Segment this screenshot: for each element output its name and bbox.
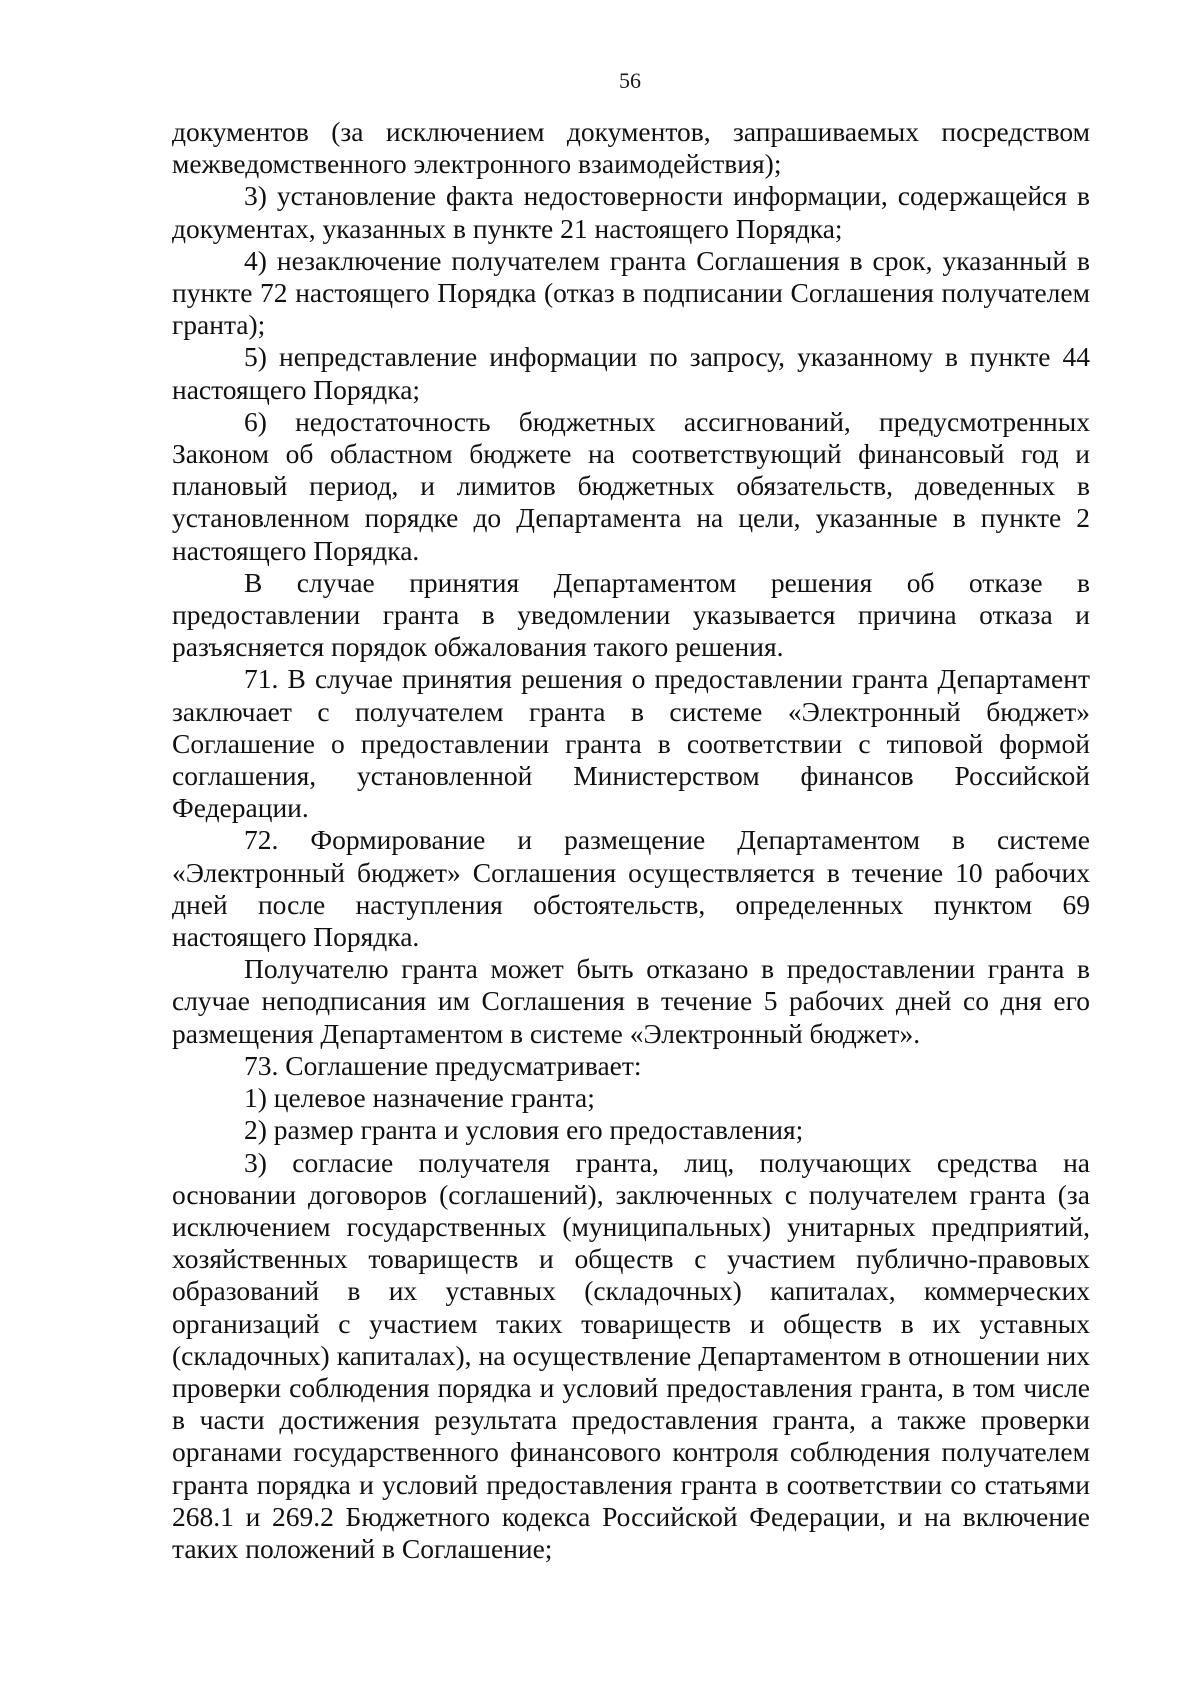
paragraph-item-5: 5) непредставление информации по запросу, указанному в пункте 44 настоящего Порядка; (172, 341, 1090, 405)
paragraph-item-6: 6) недостаточность бюджетных ассигнований, предусмотренных Законом об областном бюджете на соответствующий финансовый год и плановый период, и лимитов бюджетных обязательств, доведенных в установленном порядке до Департамента на цели, указанные в пункте 2 настоящего Порядка. (172, 405, 1090, 566)
document-body (172, 116, 1090, 1565)
paragraph-clause-73-item-2: 2) размер гранта и условия его предоставления; (244, 1114, 804, 1146)
paragraph-item-3: 3) установление факта недостоверности информации, содержащейся в документах, указанных в пункте 21 настоящего Порядка; (172, 180, 1090, 244)
paragraph-refusal-notice: В случае принятия Департаментом решения об отказе в предоставлении гранта в уведомлении указывается причина отказа и разъясняется порядок обжалования такого решения. (172, 566, 1090, 663)
paragraph-clause-73-item-3: 3) согласие получателя гранта, лиц, получающих средства на основании договоров (соглашений), заключенных с получателем гранта (за исключением государственных (муниципальных) унитарных предприятий, хозяйственных товариществ и обществ с участием публично-правовых образований в их уставных (складочных) капиталах, коммерческих организаций с участием таких товариществ и обществ в их уставных (складочных) капиталах), на осуществление Департаментом в отношении них проверки соблюдения порядка и условий предоставления гранта, в том числе в части достижения результата предоставления гранта, а также проверки органами государственного финансового контроля соблюдения получателем гранта порядка и условий предоставления гранта в соответствии со статьями 268.1 и 269.2 Бюджетного кодекса Российской Федерации, и на включение таких положений в Соглашение; (172, 1146, 1090, 1564)
paragraph-clause-72-refusal: Получателю гранта может быть отказано в предоставлении гранта в случае неподписания им Соглашения в течение 5 рабочих дней со дня его размещения Департаментом в системе «Электронный бюджет». (172, 953, 1090, 1049)
paragraph-clause-73-item-1: 1) целевое назначение гранта; (244, 1082, 595, 1114)
paragraph-clause-71: 71. В случае принятия решения о предоставлении гранта Департамент заключает с получателем гранта в системе «Электронный бюджет» Соглашение о предоставлении гранта в соответствии с типовой формой соглашения, установленной Министерством финансов Российской Федерации. (172, 663, 1090, 824)
paragraph-continuation-documents: документов (за исключением документов, запрашиваемых посредством межведомственного электронного взаимодействия); (172, 116, 1090, 180)
paragraph-clause-72: 72. Формирование и размещение Департаментом в системе «Электронный бюджет» Соглашения осуществляется в течение 10 рабочих дней после наступления обстоятельств, определенных пунктом 69 настоящего Порядка. (172, 824, 1090, 953)
paragraph-clause-73: 73. Соглашение предусматривает: (244, 1049, 642, 1081)
paragraph-item-4: 4) незаключение получателем гранта Соглашения в срок, указанный в пункте 72 настоящего Порядка (отказ в подписании Соглашения получателем гранта); (172, 244, 1090, 341)
page-number: 56 (619, 68, 641, 93)
